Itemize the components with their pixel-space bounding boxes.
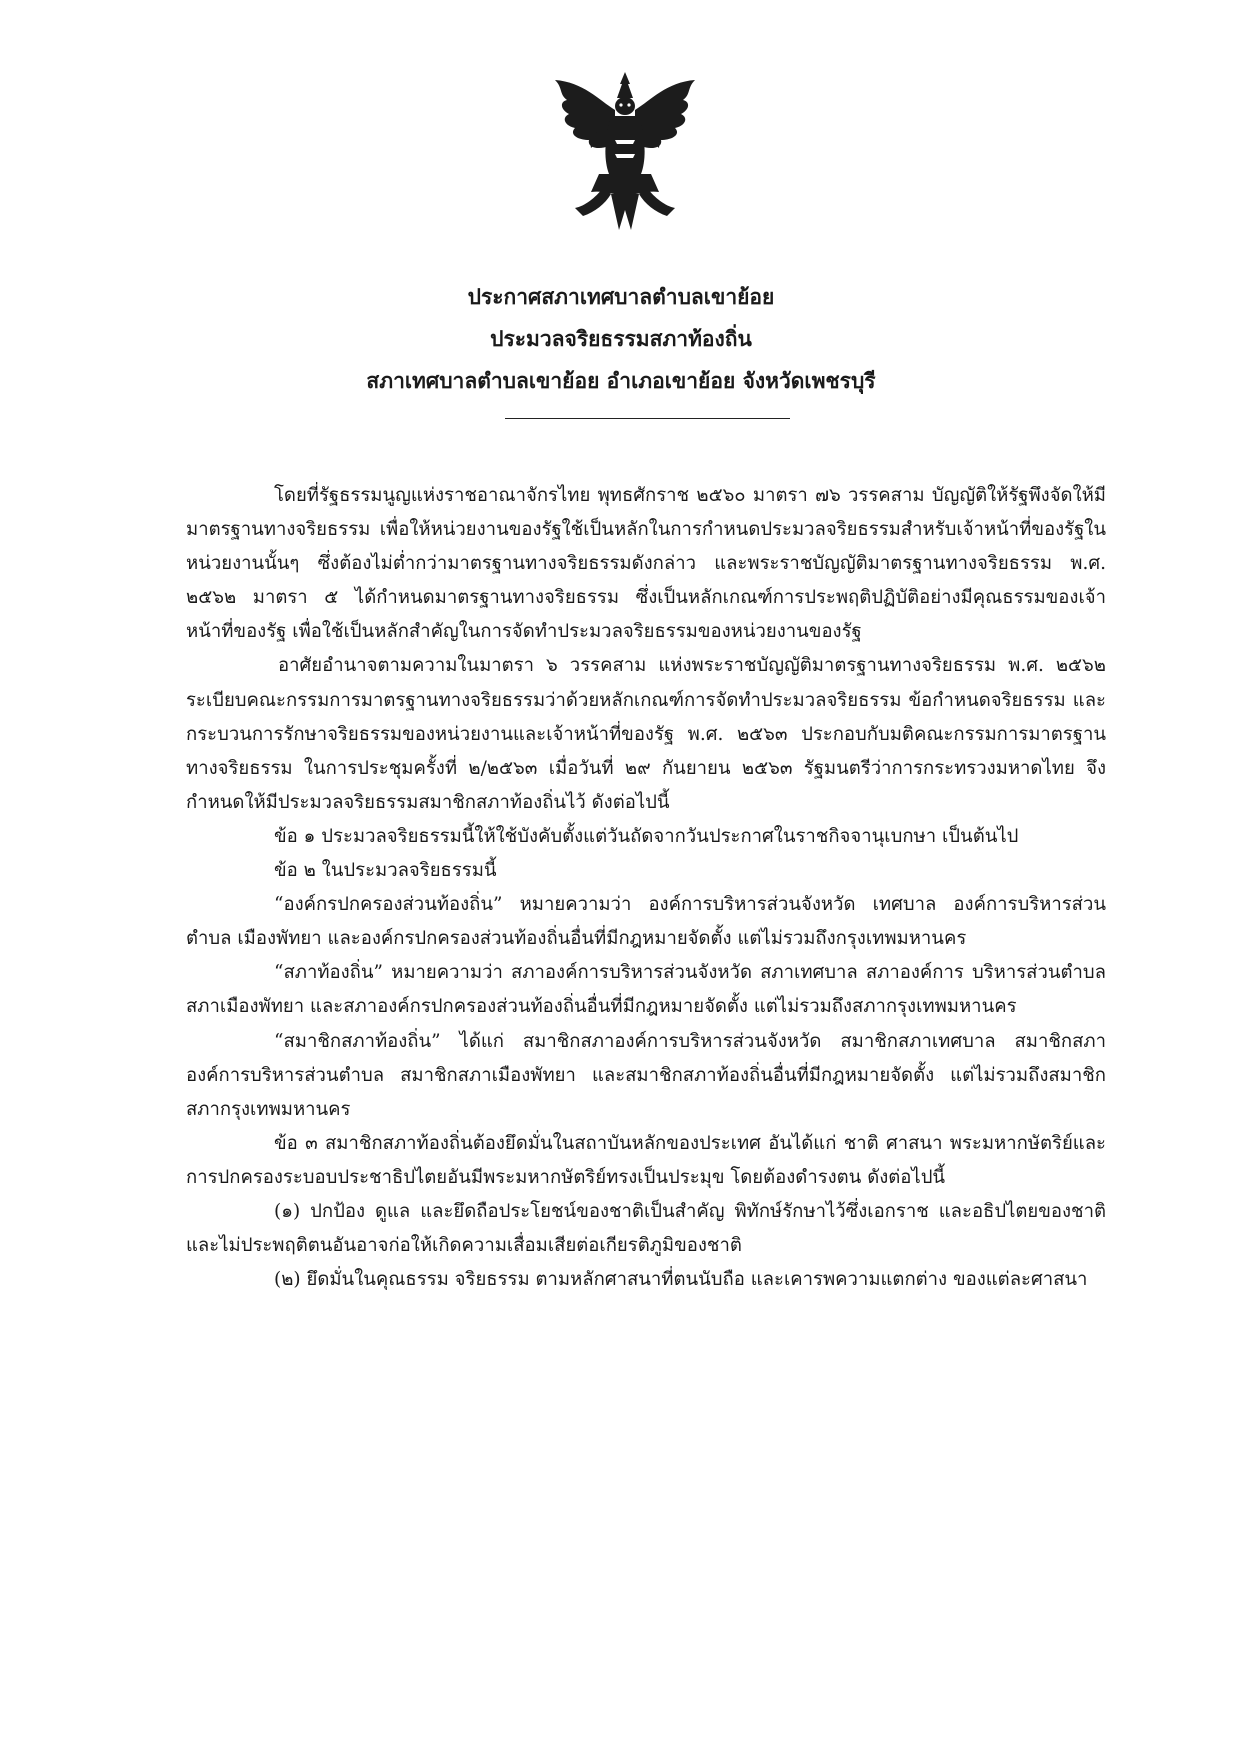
clause-3: ข้อ ๓ สมาชิกสภาท้องถิ่นต้องยึดมั่นในสถาบันหลักของประเทศ อันได้แก่ ชาติ ศาสนา พระมหากษัตริย์และการปกครองระบอบประชาธิปไตยอันมีพระมหากษัตริย์ทรงเป็นประมุข โดยต้องดำรงตน ดังต่อไปนี้: [186, 1132, 1106, 1188]
clause-3-item-1: (๑) ปกป้อง ดูแล และยึดถือประโยชน์ของชาติเป็นสำคัญ พิทักษ์รักษาไว้ซึ่งเอกราช และอธิปไตยของชาติ และไม่ประพฤติตนอันอาจก่อให้เกิดความเสื่อมเสียต่อเกียรติภูมิของชาติ: [186, 1200, 1106, 1257]
issuing-body: สภาเทศบาลตำบลเขาย้อย อำเภอเขาย้อย จังหวัดเพชรบุรี: [366, 368, 876, 393]
document-body: [186, 479, 1106, 1297]
clause-2: ข้อ ๒ ในประมวลจริยธรรมนี้: [274, 860, 497, 882]
definition-council-member: “สมาชิกสภาท้องถิ่น” ได้แก่ สมาชิกสภาองค์การบริหารส่วนจังหวัด สมาชิกสภาเทศบาล สมาชิกสภาองค์การบริหารส่วนตำบล สมาชิกสภาเมืองพัทยา และสมาชิกสภาท้องถิ่นอื่นที่มีกฎหมายจัดตั้ง แต่ไม่รวมถึงสมาชิกสภากรุงเทพมหานคร: [186, 1030, 1106, 1120]
document-subject: ประมวลจริยธรรมสภาท้องถิ่น: [490, 326, 752, 351]
title-divider: [505, 418, 790, 419]
definition-local-government: “องค์กรปกครองส่วนท้องถิ่น” หมายความว่า องค์การบริหารส่วนจังหวัด เทศบาล องค์การบริหารส่วนตำบล เมืองพัทยา และองค์กรปกครองส่วนท้องถิ่นอื่นที่มีกฎหมายจัดตั้ง แต่ไม่รวมถึงกรุงเทพมหานคร: [186, 894, 1106, 950]
announcement-title: ประกาศสภาเทศบาลตำบลเขาย้อย: [467, 284, 775, 309]
preamble-paragraph: โดยที่รัฐธรรมนูญแห่งราชอาณาจักรไทย พุทธศักราช ๒๕๖๐ มาตรา ๗๖ วรรคสาม บัญญัติให้รัฐพึงจัดให้มีมาตรฐานทางจริยธรรม เพื่อให้หน่วยงานของรัฐใช้เป็นหลักในการกำหนดประมวลจริยธรรมสำหรับเจ้าหน้าที่ของรัฐในหน่วยงานนั้นๆ ซึ่งต้องไม่ต่ำกว่ามาตรฐานทางจริยธรรมดังกล่าว และพระราชบัญญัติมาตรฐานทางจริยธรรม พ.ศ. ๒๕๖๒ มาตรา ๕ ได้กำหนดมาตรฐานทางจริยธรรม ซึ่งเป็นหลักเกณฑ์การประพฤติปฏิบัติอย่างมีคุณธรรมของเจ้าหน้าที่ของรัฐ เพื่อใช้เป็นหลักสำคัญในการจัดทำประมวลจริยธรรมของหน่วยงานของรัฐ: [186, 485, 1106, 643]
garuda-emblem-icon: [549, 70, 701, 232]
clause-3-item-2: (๒) ยึดมั่นในคุณธรรม จริยธรรม ตามหลักศาสนาที่ตนนับถือ และเคารพความแตกต่าง ของแต่ละศาสนา: [274, 1269, 1088, 1291]
authority-paragraph: อาศัยอำนาจตามความในมาตรา ๖ วรรคสาม แห่งพระราชบัญญัติมาตรฐานทางจริยธรรม พ.ศ. ๒๕๖๒ ระเบียบคณะกรรมการมาตรฐานทางจริยธรรมว่าด้วยหลักเกณฑ์การจัดทำประมวลจริยธรรม ข้อกำหนดจริยธรรม และกระบวนการรักษาจริยธรรมของหน่วยงานและเจ้าหน้าที่ของรัฐ พ.ศ. ๒๕๖๓ ประกอบกับมติคณะกรรมการมาตรฐานทางจริยธรรม ในการประชุมครั้งที่ ๒/๒๕๖๓ เมื่อวันที่ ๒๙ กันยายน ๒๕๖๓ รัฐมนตรีว่าการกระทรวงมหาดไทย จึงกำหนดให้มีประมวลจริยธรรมสมาชิกสภาท้องถิ่นไว้ ดังต่อไปนี้: [186, 655, 1106, 813]
definition-local-council: “สภาท้องถิ่น” หมายความว่า สภาองค์การบริหารส่วนจังหวัด สภาเทศบาล สภาองค์การ บริหารส่วนตำบล สภาเมืองพัทยา และสภาองค์กรปกครองส่วนท้องถิ่นอื่นที่มีกฎหมายจัดตั้ง แต่ไม่รวมถึงสภากรุงเทพมหานคร: [186, 962, 1106, 1018]
clause-1: ข้อ ๑ ประมวลจริยธรรมนี้ให้ใช้บังคับตั้งแต่วันถัดจากวันประกาศในราชกิจจานุเบกษา เป็นต้นไป: [274, 825, 1019, 847]
